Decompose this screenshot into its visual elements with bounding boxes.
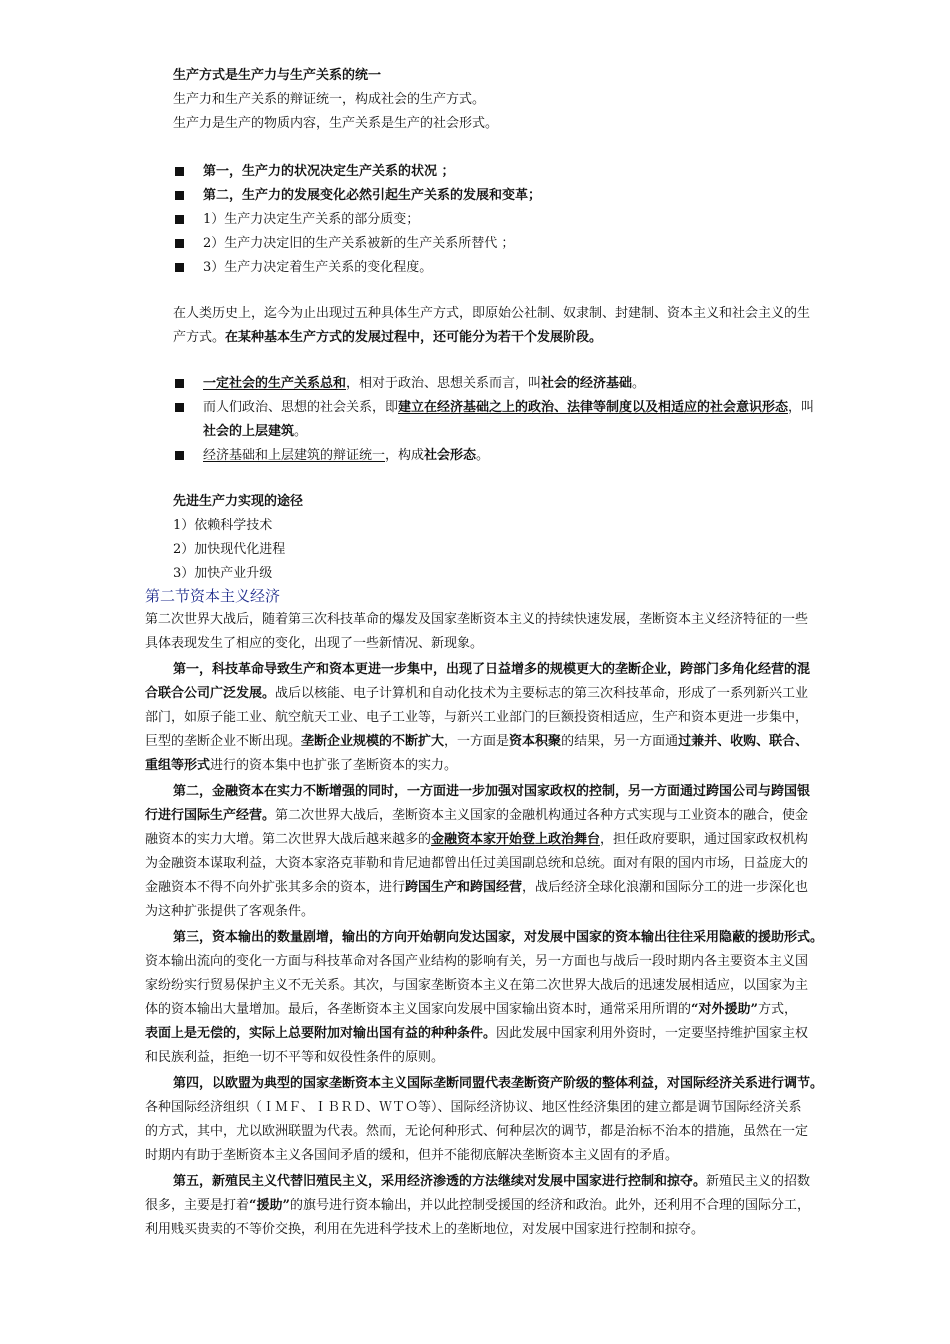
text-line: 各种国际经济组织（ＩＭＦ、ＩＢＲＤ、ＷＴＯ等）、国际经济协议、地区性经济集团的建立都是调节国际经济关系 [145, 1100, 802, 1115]
list-item: 3）加快产业升级 [173, 566, 273, 581]
text-line: 巨型的垄断企业不断出现。垄断企业规模的不断扩大，一方面是资本积聚的结果，另一方面通过兼并、收购、联合、 [145, 734, 809, 749]
list-item: 2）加快现代化进程 [173, 542, 286, 557]
text-line: 的方式，其中，尤以欧洲联盟为代表。然而，无论何种形式、何种层次的调节，都是治标不治本的措施，虽然在一定 [145, 1124, 809, 1139]
list-item: 3）生产力决定着生产关系的变化程度。 [203, 260, 433, 275]
text-line: 第三，资本输出的数量剧增，输出的方向开始朝向发达国家，对发展中国家的资本输出往往采用隐蔽的援助形式。 [173, 930, 824, 945]
text-line: 生产力和生产关系的辩证统一，构成社会的生产方式。 [173, 92, 486, 107]
text-line: 生产力是生产的物质内容，生产关系是生产的社会形式。 [173, 116, 499, 131]
text-line: 资本输出流向的变化一方面与科技革命对各国产业结构的影响有关，另一方面也与战后一段时期内各主要资本主义国 [145, 954, 809, 969]
bullet-square-icon [175, 188, 184, 204]
list-item: 1）依赖科学技术 [173, 518, 273, 533]
section-title: 先进生产力实现的途径 [173, 494, 304, 509]
text-line: 行进行国际生产经营。第二次世界大战后，垄断资本主义国家的金融机构通过各种方式实现与工业资本的融合，使金 [145, 808, 809, 823]
list-item: 经济基础和上层建筑的辩证统一，构成社会形态。 [203, 448, 490, 463]
chapter-heading: 第二节资本主义经济 [145, 587, 281, 605]
text-line: 利用贱买贵卖的不等价交换，利用在先进科学技术上的垄断地位，对发展中国家进行控制和掠夺。 [145, 1222, 705, 1237]
text-line: 部门，如原子能工业、航空航天工业、电子工业等，与新兴工业部门的巨额投资相适应，生产和资本更进一步集中， [145, 710, 809, 725]
bullet-square-icon [175, 164, 184, 180]
list-item: 第一，生产力的状况决定生产关系的状况 ； [203, 164, 455, 179]
list-item-continuation: 社会的上层建筑。 [203, 424, 308, 439]
text-line: 第四，以欧盟为典型的国家垄断资本主义国际垄断同盟代表垄断资产阶级的整体利益，对国际经济关系进行调节。 [173, 1076, 824, 1091]
list-item: 一定社会的生产关系总和，相对于政治、思想关系而言，叫社会的经济基础。 [203, 376, 646, 391]
bullet-square-icon [175, 400, 184, 416]
text-line: 第五，新殖民主义代替旧殖民主义，采用经济渗透的方法继续对发展中国家进行控制和掠夺。新殖民主义的招数 [173, 1174, 811, 1189]
text-line: 在人类历史上，迄今为止出现过五种具体生产方式，即原始公社制、奴隶制、封建制、资本主义和社会主义的生 [173, 306, 811, 321]
bullet-square-icon [175, 260, 184, 276]
bullet-square-icon [175, 212, 184, 228]
text-line: 融资本的实力大增。第二次世界大战后越来越多的金融资本家开始登上政治舞台，担任政府要职，通过国家政权机构 [145, 832, 809, 847]
section-title: 生产方式是生产力与生产关系的统一 [173, 68, 382, 83]
text-line: 合联合公司广泛发展。战后以核能、电子计算机和自动化技术为主要标志的第三次科技革命，形成了一系列新兴工业 [145, 686, 809, 701]
text-line: 产方式。在某种基本生产方式的发展过程中，还可能分为若干个发展阶段。 [173, 330, 603, 345]
text-line: 为这种扩张提供了客观条件。 [145, 904, 315, 919]
text-line: 家纷纷实行贸易保护主义不无关系。其次，与国家垄断资本主义在第二次世界大战后的迅速发展相适应，以国家为主 [145, 978, 809, 993]
list-item: 1）生产力决定生产关系的部分质变； [203, 212, 420, 227]
text-line: 第二，金融资本在实力不断增强的同时，一方面进一步加强对国家政权的控制，另一方面通过跨国公司与跨国银 [173, 784, 811, 799]
text-line: 很多，主要是打着“援助”的旗号进行资本输出，并以此控制受援国的经济和政治。此外，还利用不合理的国际分工， [145, 1198, 810, 1213]
text-line: 第二次世界大战后，随着第三次科技革命的爆发及国家垄断资本主义的持续快速发展，垄断资本主义经济特征的一些 [145, 612, 809, 627]
text-line: 和民族利益，拒绝一切不平等和奴役性条件的原则。 [145, 1050, 445, 1065]
list-item: 而人们政治、思想的社会关系，即建立在经济基础之上的政治、法律等制度以及相适应的社会意识形态，叫 [203, 400, 815, 415]
bullet-square-icon [175, 236, 184, 252]
list-item: 2）生产力决定旧的生产关系被新的生产关系所替代 ； [203, 236, 515, 251]
bullet-square-icon [175, 448, 184, 464]
text-line: 具体表现发生了相应的变化，出现了一些新情况、新现象。 [145, 636, 484, 651]
list-item: 第二，生产力的发展变化必然引起生产关系的发展和变革； [203, 188, 542, 203]
text-line: 时期内有助于垄断资本主义各国间矛盾的缓和，但并不能彻底解决垄断资本主义固有的矛盾。 [145, 1148, 679, 1163]
text-line: 第一，科技革命导致生产和资本更进一步集中，出现了日益增多的规模更大的垄断企业，跨部门多角化经营的混 [173, 662, 811, 677]
text-line: 重组等形式进行的资本集中也扩张了垄断资本的实力。 [145, 758, 458, 773]
text-line: 为金融资本谋取利益，大资本家洛克菲勒和肯尼迪都曾出任过美国副总统和总统。面对有限的国内市场，日益庞大的 [145, 856, 809, 871]
text-line: 金融资本不得不向外扩张其多余的资本，进行跨国生产和跨国经营，战后经济全球化浪潮和国际分工的进一步深化也 [145, 880, 809, 895]
text-line: 体的资本输出大量增加。最后，各垄断资本主义国家向发展中国家输出资本时，通常采用所谓的“对外援助”方式， [145, 1002, 797, 1017]
bullet-square-icon [175, 376, 184, 392]
text-line: 表面上是无偿的，实际上总要附加对输出国有益的种种条件。因此发展中国家利用外资时，一定要坚持维护国家主权 [145, 1026, 809, 1041]
